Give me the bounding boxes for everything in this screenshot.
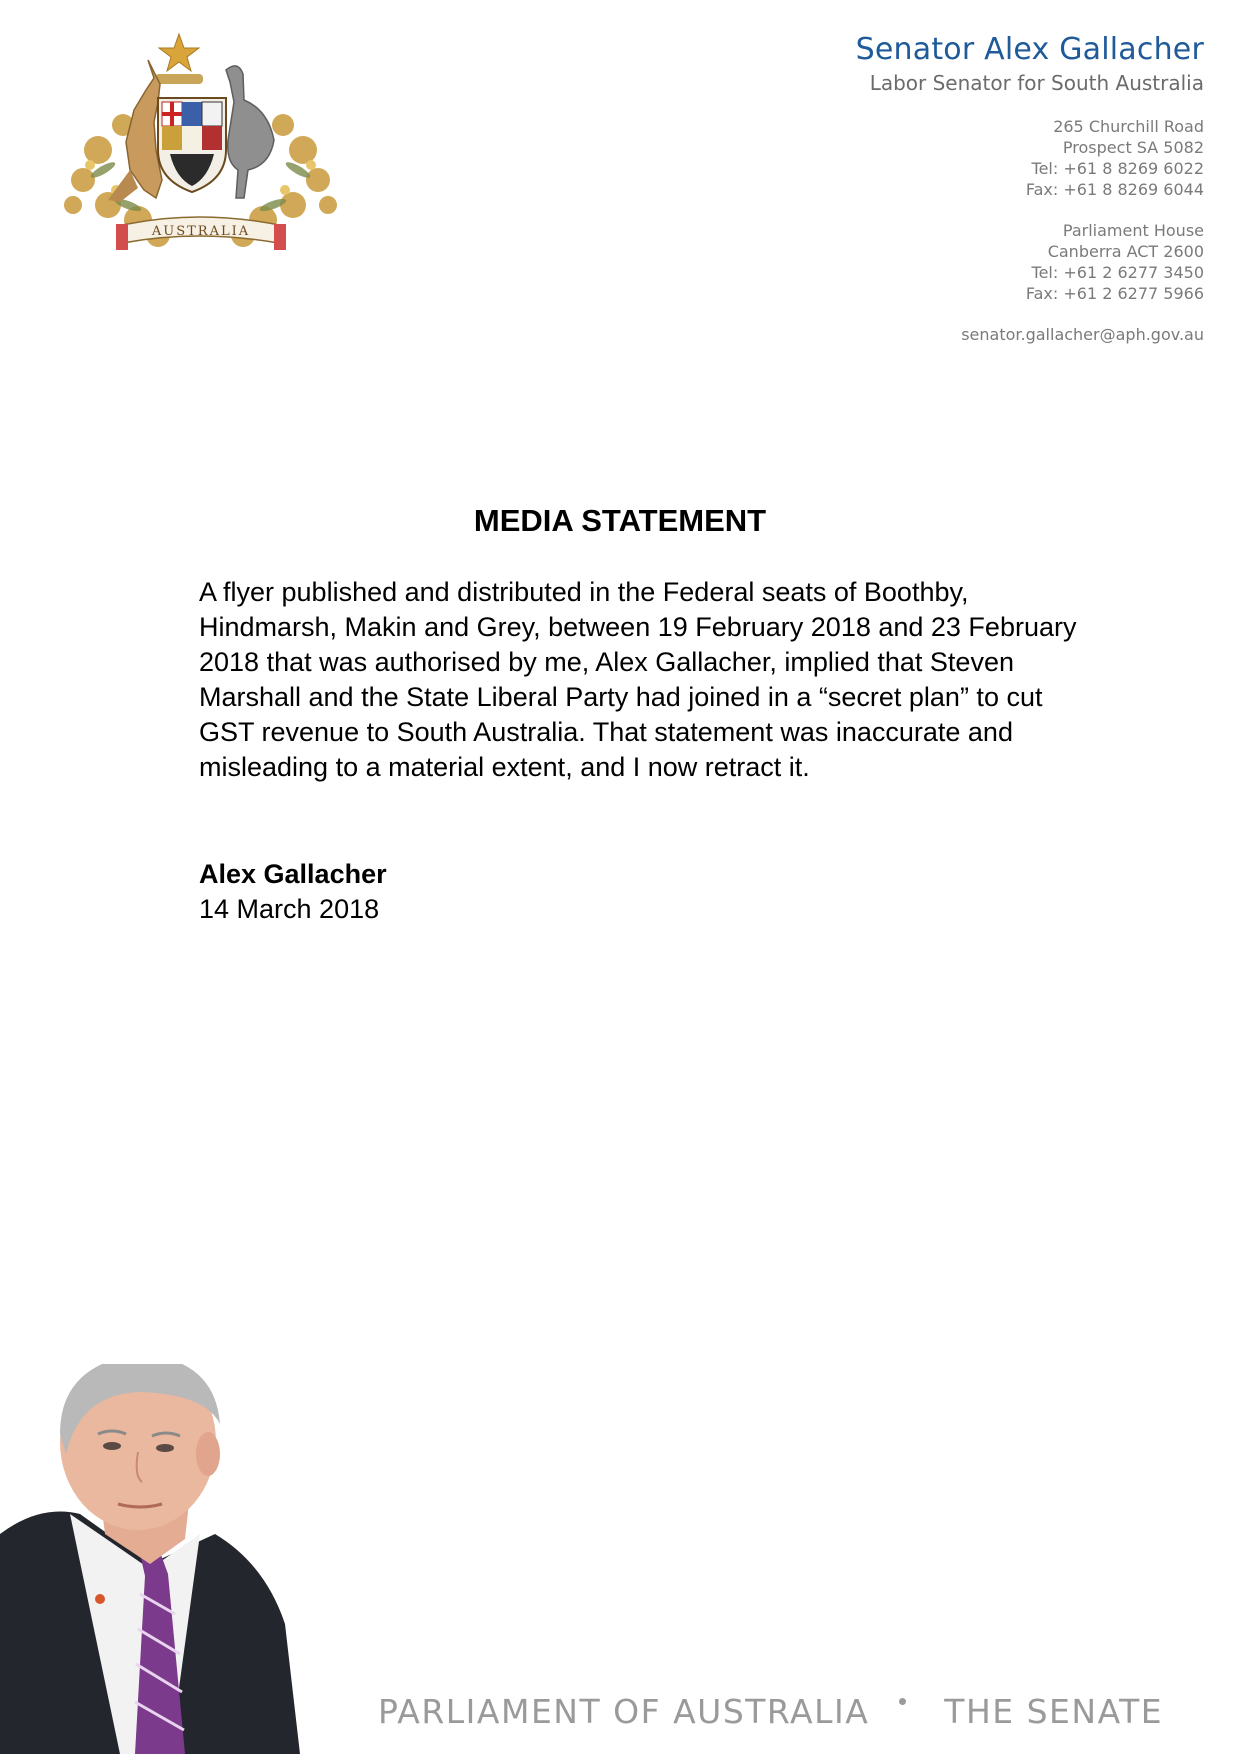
footer-senate: THE SENATE [944, 1692, 1164, 1731]
signature-date: 14 March 2018 [199, 894, 380, 924]
office1-street: 265 Churchill Road [1053, 117, 1204, 136]
separator-dot-icon [899, 1698, 906, 1705]
office1-fax [856, 179, 1204, 200]
office2-city: Canberra ACT 2600 [1047, 242, 1204, 261]
office1-tel [856, 158, 1204, 179]
office2-tel-value: +61 2 6277 3450 [1063, 263, 1204, 282]
footer [378, 1692, 1163, 1731]
coat-of-arms [38, 30, 364, 282]
office2-tel-label: Tel: [1031, 263, 1059, 282]
senator-role: Labor Senator for South Australia [869, 71, 1204, 95]
letterhead [856, 30, 1204, 345]
office2-tel [856, 262, 1204, 283]
statement-body: A flyer published and distributed in the Federal seats of Boothby, Hindmarsh, Makin and Grey, between 19 February 2018 and 23 February 2018 that was authorised by me, Alex Gallacher, implied that Steven Marshall and the State Liberal Party had joined in a “secret plan” to cut GST revenue to South Australia. That statement was inaccurate and misleading to a material extent, and I now retract it. [199, 577, 1077, 782]
office2-fax [856, 283, 1204, 304]
office1-tel-label: Tel: [1031, 159, 1059, 178]
document-title: MEDIA STATEMENT [473, 503, 767, 538]
senator-email: senator.gallacher@aph.gov.au [961, 325, 1204, 344]
office1-fax-label: Fax: [1025, 180, 1059, 199]
senator-portrait [0, 1364, 300, 1754]
office2-street: Parliament House [1062, 221, 1204, 240]
office1-city: Prospect SA 5082 [1062, 138, 1204, 157]
office2-fax-label: Fax: [1025, 284, 1059, 303]
office1-tel-value: +61 8 8269 6022 [1063, 159, 1204, 178]
office1-fax-value: +61 8 8269 6044 [1063, 180, 1204, 199]
senator-name: Senator Alex Gallacher [855, 32, 1204, 67]
signature-block [199, 857, 387, 927]
footer-parliament: PARLIAMENT OF AUSTRALIA [378, 1692, 870, 1731]
office2-fax-value: +61 2 6277 5966 [1063, 284, 1204, 303]
crest-banner-text: AUSTRALIA [151, 224, 251, 239]
signature-name: Alex Gallacher [199, 859, 387, 889]
